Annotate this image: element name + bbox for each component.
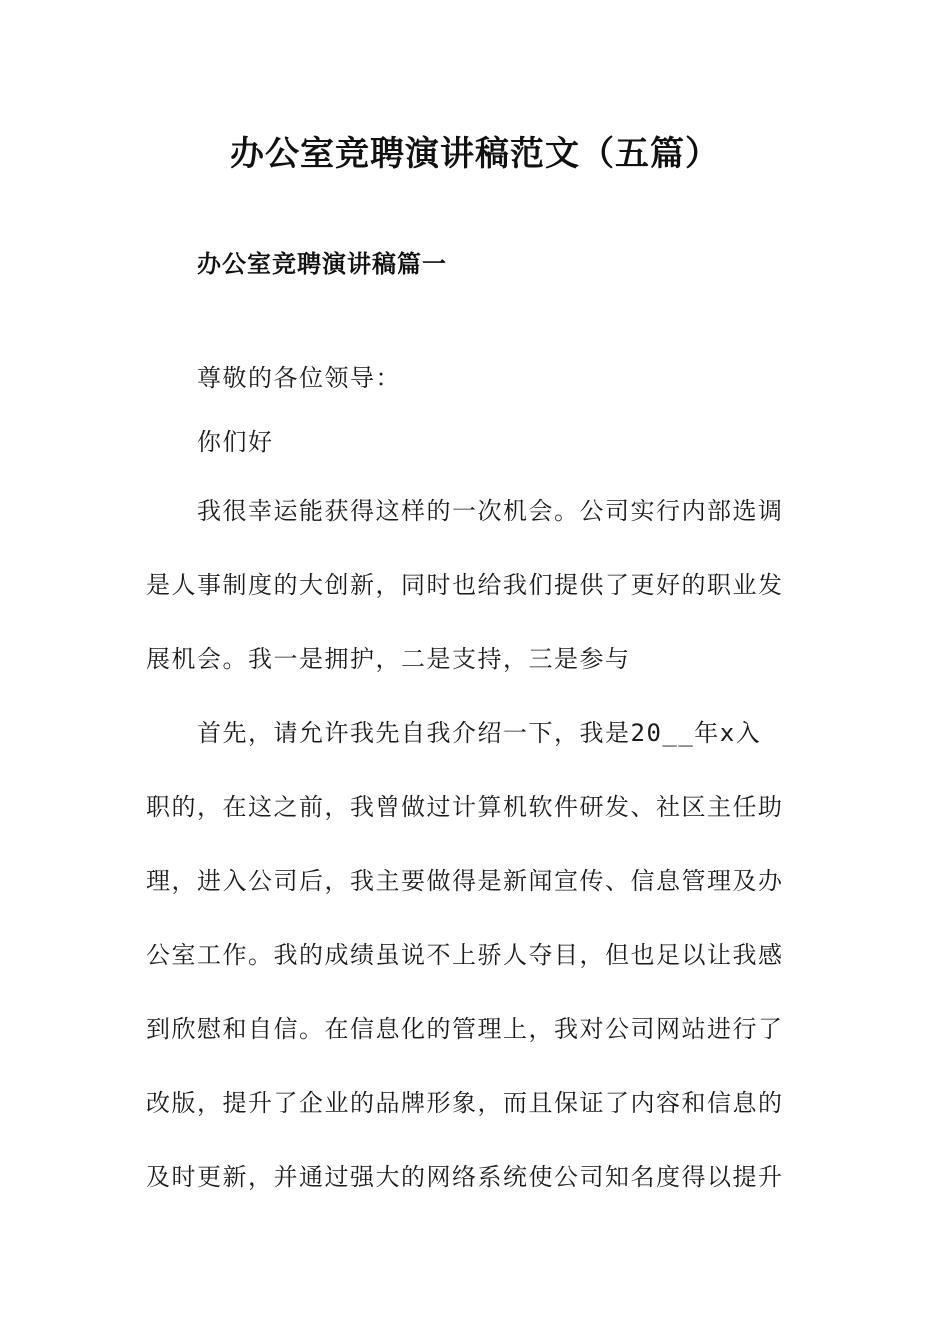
document-body [146, 346, 786, 1214]
body-paragraph: 我很幸运能获得这样的一次机会。公司实行内部选调是人事制度的大创新，同时也给我们提供了更好的职业发展机会。我一是拥护，二是支持，三是参与 [146, 497, 784, 673]
body-paragraph: 首先，请允许我先自我介绍一下，我是20__年x入职的，在这之前，我曾做过计算机软件研发、社区主任助理，进入公司后，我主要做得是新闻宣传、信息管理及办公室工作。我的成绩虽说不上骄人夺目，但也足以让我感到欣慰和自信。在信息化的管理上，我对公司网站进行了改版，提升了企业的品牌形象，而且保证了内容和信息的及时更新，并通过强大的网络系统使公司知名度得以提升 [146, 719, 784, 1191]
greeting-paragraph: 你们好 [197, 428, 274, 456]
salutation-paragraph: 尊敬的各位领导： [197, 364, 401, 392]
document-title: 办公室竞聘演讲稿范文（五篇） [230, 134, 720, 174]
section-heading: 办公室竞聘演讲稿篇一 [197, 250, 447, 278]
